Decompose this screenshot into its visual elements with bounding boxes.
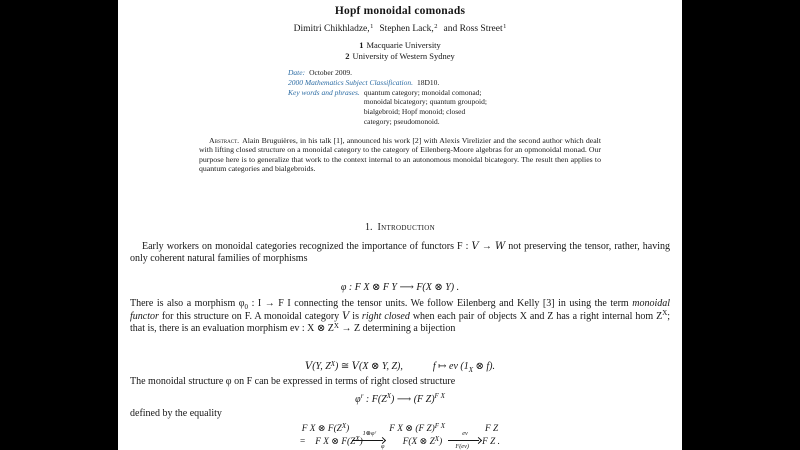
date-label: Date: xyxy=(288,68,306,77)
math-superscript: X xyxy=(662,309,668,317)
equation-bijection xyxy=(130,361,670,372)
math-text: ) ≅ xyxy=(335,361,352,372)
paragraph-intro-3: The monoidal structure φ on F can be expressed in terms of right closed structure xyxy=(130,376,456,387)
script-letter-V: V xyxy=(342,310,350,322)
math-text: f ↦ ev (1 xyxy=(432,361,469,372)
author-name: Dimitri Chikhladze, xyxy=(293,24,370,34)
labeled-arrow xyxy=(448,431,482,443)
body-text: → Z determining a bijection xyxy=(338,323,456,334)
affiliations xyxy=(130,40,670,62)
date-line xyxy=(288,68,670,78)
script-letter-W: W xyxy=(494,241,506,252)
math-superscript: X xyxy=(434,434,440,443)
math-superscript: r xyxy=(360,392,364,400)
math-text: F Z . xyxy=(482,437,500,447)
math-text: φ xyxy=(355,393,361,405)
math-superscript: F X xyxy=(434,421,446,430)
math-text: F X ⊗ (F Z) xyxy=(389,424,435,434)
math-text: F X ⊗ F(Z xyxy=(315,437,356,447)
body-text: when each pair of objects X and Z has a right internal hom Z xyxy=(409,310,663,322)
body-text: → xyxy=(478,241,495,252)
front-matter xyxy=(288,68,670,127)
math-text: ) xyxy=(346,424,350,434)
script-letter-V: V xyxy=(471,241,479,252)
arrow-label: F(ev) xyxy=(455,443,469,450)
equals-sign: = xyxy=(300,437,306,447)
abstract xyxy=(199,136,601,200)
math-text: ⊗ f). xyxy=(473,361,496,372)
math-superscript: X xyxy=(333,321,339,330)
author-footnote-mark: 1 xyxy=(503,23,507,30)
equation-chain-line-2 xyxy=(130,436,670,449)
abstract-label: Abstract. xyxy=(209,136,240,145)
body-text: Early workers on monoidal categories recognized the importance of functors F : xyxy=(142,241,472,252)
math-text: (Y, Z xyxy=(312,361,331,372)
body-text: ; that is, there is an evaluation morphism ev : X ⊗ Z xyxy=(130,310,671,334)
arrow-label: φ xyxy=(380,443,385,450)
paragraph-intro-2 xyxy=(130,298,670,355)
math-text: ) ⟶ (F Z) xyxy=(391,393,435,405)
equation-chain xyxy=(130,423,670,449)
paper-title: Hopf monoidal comonads xyxy=(334,5,466,17)
affiliation-number: 1 xyxy=(359,40,364,50)
author xyxy=(443,24,506,34)
equation-monoidal-structure: φ : F X ⊗ F Y ⟶ F(X ⊗ Y) . xyxy=(340,282,460,293)
authors-line xyxy=(130,24,670,34)
author-name: and Ross Street xyxy=(443,24,503,34)
author xyxy=(379,24,437,34)
math-superscript: X xyxy=(341,421,347,430)
math-text: : F(Z xyxy=(363,393,387,405)
author-footnote-mark: 1 xyxy=(370,23,374,30)
math-text: ) xyxy=(359,437,363,447)
msc-label: 2000 Mathematics Subject Classification. xyxy=(288,77,413,87)
author-name: Stephen Lack, xyxy=(379,24,434,34)
body-text: There is also a morphism φ xyxy=(130,298,245,309)
date-value: October 2009. xyxy=(309,68,352,77)
math-superscript: X xyxy=(355,434,360,443)
labeled-arrow xyxy=(366,444,400,450)
section-number: 1. xyxy=(365,222,373,233)
math-superscript: X xyxy=(386,392,392,400)
script-letter-V: V xyxy=(304,361,313,372)
paragraph-intro-1 xyxy=(130,241,670,275)
math-text: F X ⊗ F(Z xyxy=(301,424,342,434)
equation-phi-r xyxy=(130,394,670,405)
affiliation-line xyxy=(130,51,670,62)
script-letter-V: V xyxy=(351,361,359,372)
math-superscript: F X xyxy=(434,392,445,400)
body-text: : I → F I connecting the tensor units. We follow Eilenberg and Kelly [3] in using the term xyxy=(248,298,633,309)
math-text: (X ⊗ Y, Z), xyxy=(359,361,403,372)
affiliation-name: University of Western Sydney xyxy=(352,51,455,61)
msc-line xyxy=(288,78,670,88)
arrow-label: ev xyxy=(462,430,468,437)
author xyxy=(294,24,374,34)
paragraph-intro-4: defined by the equality xyxy=(130,407,222,419)
affiliation-name: Macquarie University xyxy=(366,40,441,50)
section-heading xyxy=(130,222,670,233)
arrow-label: 1⊗φʳ xyxy=(362,430,376,437)
keywords-line xyxy=(288,88,670,127)
math-text: F Z xyxy=(485,424,499,434)
math-text: F(X ⊗ Z xyxy=(402,437,435,447)
affiliation-number: 2 xyxy=(345,51,350,61)
paper-page xyxy=(118,0,682,450)
body-text: not preserving the tensor, rather, having only coherent natural families of morphisms xyxy=(130,241,671,264)
math-superscript: X xyxy=(330,359,336,368)
body-text: is xyxy=(349,310,362,322)
msc-value: 18D10. xyxy=(417,77,440,87)
math-subscript: 0 xyxy=(244,302,249,311)
body-text: for this structure on F. A monoidal category xyxy=(158,310,343,322)
emphasized-term: right closed xyxy=(361,310,410,322)
abstract-text: Alain Bruguières, in his talk [1], announced his work [2] with Alexis Virelizier and the second author which dealt with lifting closed structure on a monoidal category to the category of Eilenberg-Moore algebras for an opmonoidal monad. Our purpose here is to generalize that work to the context internal to an autonomous monoidal bicategory. The result then applies to quantum categories and bialgebroids. xyxy=(199,136,601,174)
math-subscript: X xyxy=(468,365,474,374)
keywords-label: Key words and phrases. xyxy=(288,87,360,97)
right-arrow-icon xyxy=(448,437,482,443)
keywords-value: quantum category; monoidal comonad; monoidal bicategory; quantum groupoid; bialgebroid; Hopf monoid; closed category; pseudomonoid. xyxy=(363,87,487,126)
section-title: Introduction xyxy=(377,222,435,233)
emphasized-term: monoidal functor xyxy=(130,298,670,322)
equation-chain-line-1 xyxy=(130,423,670,436)
math-text: ) xyxy=(439,437,443,447)
labeled-arrow xyxy=(445,444,479,450)
affiliation-line xyxy=(130,40,670,51)
author-footnote-mark: 2 xyxy=(434,23,438,30)
